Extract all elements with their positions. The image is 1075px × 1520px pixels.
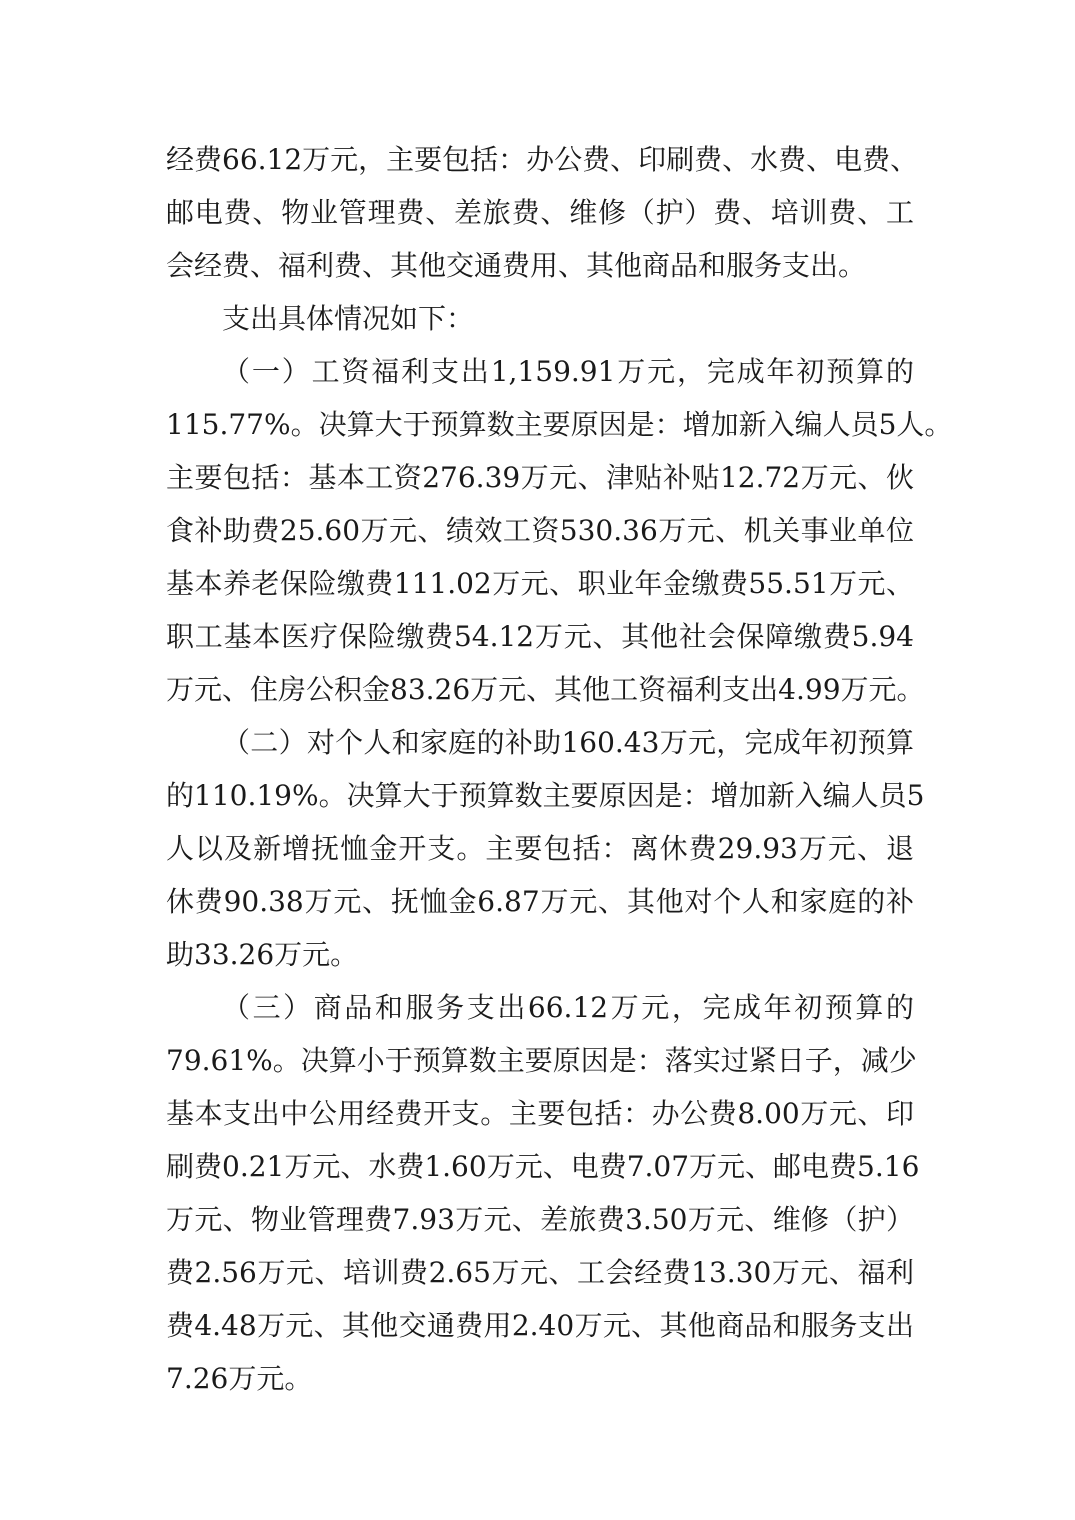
- text-line: （三）商品和服务支出66.12万元，完成年初预算的: [222, 991, 914, 1024]
- text-line: 万元、住房公积金83.26万元、其他工资福利支出4.99万元。: [166, 673, 925, 706]
- text-line: 职工基本医疗保险缴费54.12万元、其他社会保障缴费5.94: [166, 620, 914, 653]
- text-line: 115.77%。决算大于预算数主要原因是：增加新入编人员5人。: [166, 408, 953, 441]
- text-line: 支出具体情况如下：: [222, 302, 475, 335]
- text-line: 食补助费25.60万元、绩效工资530.36万元、机关事业单位: [166, 514, 914, 547]
- text-line: 7.26万元。: [166, 1362, 313, 1395]
- text-line: 主要包括：基本工资276.39万元、津贴补贴12.72万元、伙: [166, 461, 914, 494]
- text-line: 费2.56万元、培训费2.65万元、工会经费13.30万元、福利: [166, 1256, 914, 1289]
- text-line: （二）对个人和家庭的补助160.43万元，完成年初预算: [222, 726, 914, 759]
- text-line: 经费66.12万元，主要包括：办公费、印刷费、水费、电费、: [166, 143, 919, 176]
- text-line: （一）工资福利支出1,159.91万元，完成年初预算的: [222, 355, 914, 388]
- text-line: 会经费、福利费、其他交通费用、其他商品和服务支出。: [166, 249, 867, 282]
- text-line: 休费90.38万元、抚恤金6.87万元、其他对个人和家庭的补: [166, 885, 914, 918]
- text-line: 万元、物业管理费7.93万元、差旅费3.50万元、维修（护）: [166, 1203, 914, 1236]
- text-line: 刷费0.21万元、水费1.60万元、电费7.07万元、邮电费5.16: [166, 1150, 920, 1183]
- text-line: 助33.26万元。: [166, 938, 359, 971]
- text-line: 的110.19%。决算大于预算数主要原因是：增加新入编人员5: [166, 779, 925, 812]
- text-line: 79.61%。决算小于预算数主要原因是：落实过紧日子，减少: [166, 1044, 917, 1077]
- text-line: 费4.48万元、其他交通费用2.40万元、其他商品和服务支出: [166, 1309, 914, 1342]
- text-line: 人以及新增抚恤金开支。主要包括：离休费29.93万元、退: [166, 832, 914, 865]
- text-line: 基本支出中公用经费开支。主要包括：办公费8.00万元、印: [166, 1097, 914, 1130]
- text-line: 基本养老保险缴费111.02万元、职业年金缴费55.51万元、: [166, 567, 914, 600]
- text-line: 邮电费、物业管理费、差旅费、维修（护）费、培训费、工: [166, 196, 914, 229]
